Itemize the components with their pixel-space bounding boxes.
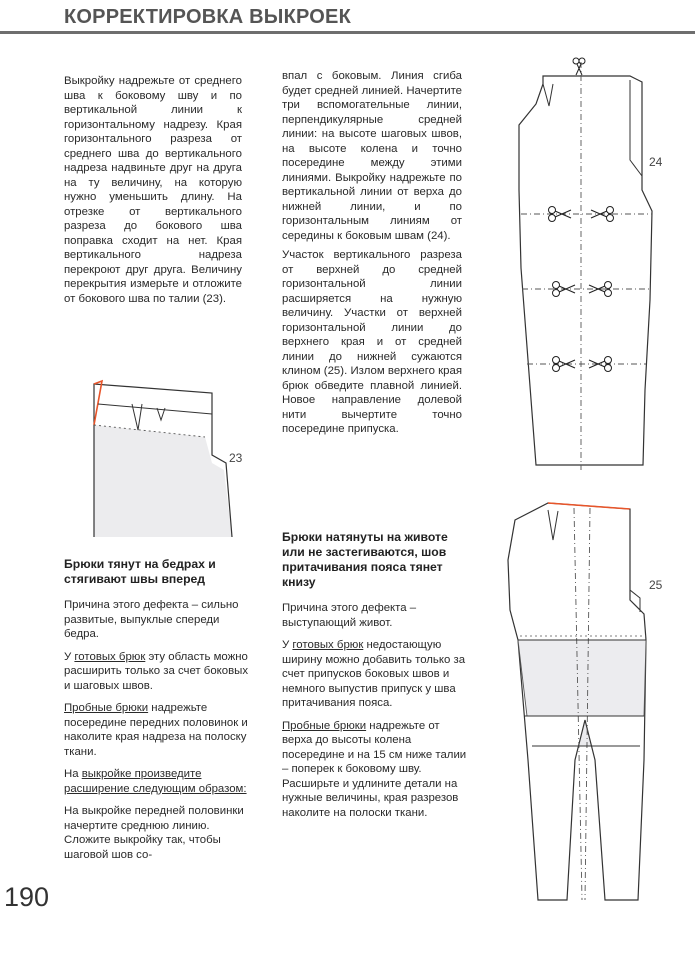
section-hips-cause: Причина этого дефекта – сильно развитые, выпуклые спереди бедра. — [64, 599, 239, 640]
section-hips-trial: Пробные брюки надрежьте посередине передних половинок и наколите края надреза на полоску ткани. — [64, 702, 248, 758]
section-hips-final: На выкройке передней половинки начертите среднюю линию. Сложите выкройку так, чтобы шаговой шов со- — [64, 805, 244, 861]
section-belly-cause: Причина этого дефекта – выступающий живот. — [282, 602, 417, 629]
column2-intro-p2: Участок вертикального разреза от верхней до средней горизонтальной линии расширяется на нужную величину. Участки от верхней горизонтальной линии до верхнего края и от средней линии до нижней сужаются клином (25). Излом верхнего края брюк обведите плавной линией. Новое направление долевой нити вычертите точно посередине припуска. — [282, 249, 462, 435]
section-belly-trial: Пробные брюки надрежьте от верха до высоты колена посередине и на 15 см ниже талии – поперек к боковому шву. Расширьте и удлините детали на нужные величины, края разрезов наколите на полоски ткани. — [282, 719, 467, 819]
figure-25-label: 25 — [649, 578, 663, 592]
column1-intro-text: Выкройку надрежьте от среднего шва к боковому шву и по вертикальной линии к горизонтальному надрезу. Края горизонтального разреза от среднего шва до вертикального надреза надвиньте друг на друга на ту величину, на которую нужно уменьшить длину. На отрезке от вертикального разреза до бокового шва поправка сходит на нет. Края вертикального надреза перекроют друг друга. Величину перекрытия измерьте и отложите от бокового шва по талии (23). — [64, 75, 242, 305]
section-hips-ready: У готовых брюк эту область можно расширить только за счет боковых и шаговых швов. — [64, 650, 249, 692]
section-belly-ready: У готовых брюк недостающую ширину можно добавить только за счет припусков боковых швов и немного выпустив припуск у шва притачивания пояса. — [282, 639, 466, 709]
section-hips-pattern: На выкройке произведите расширение следующим образом: — [64, 768, 247, 795]
section-belly-heading: Брюки натянуты на животе или не застегиваются, шов притачивания пояса тянет книзу — [282, 530, 448, 589]
figure-23-label: 23 — [229, 451, 243, 465]
figure-24-label: 24 — [649, 155, 663, 169]
page-title: КОРРЕКТИРОВКА ВЫКРОЕК — [64, 6, 351, 28]
section-hips-heading: Брюки тянут на бедрах и стягивают швы вперед — [64, 557, 216, 586]
column2-intro-p1: впал с боковым. Линия сгиба будет средней линией. Начертите три вспомогательные линии, перпендикулярные средней линии: на высоте шаговых швов, на высоте колена и точно посередине между этими линиями. Выкройку надрежьте по вертикальной линии от верха до нижней линии, и по горизонтальным линиям от середины к боковым швам (24). — [282, 70, 462, 242]
page-number: 190 — [4, 882, 50, 912]
